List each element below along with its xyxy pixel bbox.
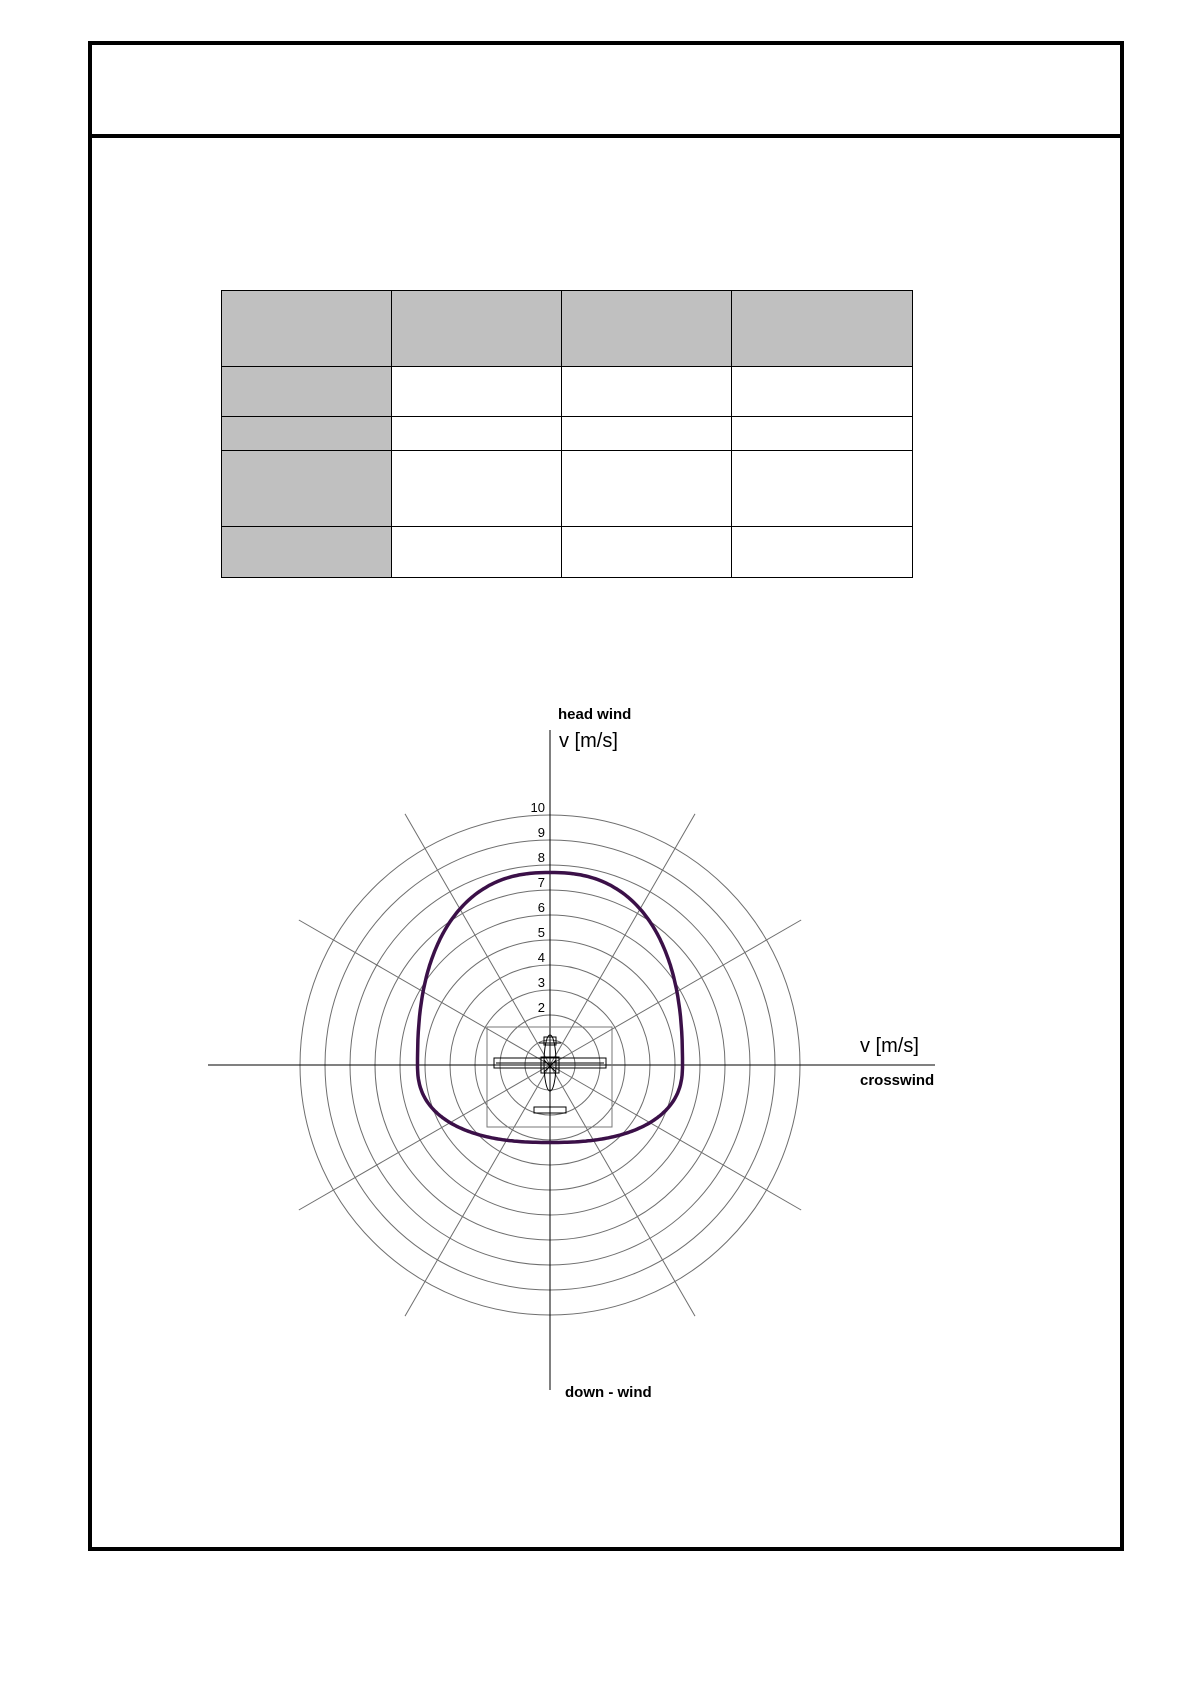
ring-label: 7 [537, 875, 545, 890]
table-row-header [222, 527, 392, 578]
ring-label: 6 [537, 900, 545, 915]
horizontal-axis-label: v [m/s] [860, 1035, 919, 1057]
table-row-header [222, 451, 392, 527]
table-cell [732, 527, 913, 578]
vertical-axis-label: v [m/s] [559, 730, 618, 752]
table-cell [392, 367, 562, 417]
ring-label: 8 [537, 850, 545, 865]
ring-label: 9 [537, 825, 545, 840]
table-header-cell [562, 291, 732, 367]
table-header-row [222, 291, 913, 367]
ring-label: 4 [537, 950, 545, 965]
ring-label: 2 [537, 1000, 545, 1015]
table-cell [562, 367, 732, 417]
ring-labels [531, 800, 545, 1015]
info-table [221, 290, 913, 578]
header-box [92, 45, 1120, 138]
ring-label: 3 [537, 975, 545, 990]
table-header-cell [222, 291, 392, 367]
table-row [222, 451, 913, 527]
table-row [222, 417, 913, 451]
ring-label: 5 [537, 925, 545, 940]
table-cell [562, 417, 732, 451]
table-cell [732, 451, 913, 527]
table-cell [562, 451, 732, 527]
table-cell [392, 417, 562, 451]
table-cell [732, 367, 913, 417]
table-cell [392, 451, 562, 527]
table-cell [732, 417, 913, 451]
head-wind-label: head wind [558, 706, 632, 723]
table-row-header [222, 417, 392, 451]
table-row [222, 527, 913, 578]
table-row-header [222, 367, 392, 417]
crosswind-label: crosswind [860, 1072, 935, 1089]
down-wind-label: down - wind [565, 1384, 652, 1401]
table-header-cell [392, 291, 562, 367]
table-row [222, 367, 913, 417]
table-header-cell [732, 291, 913, 367]
table-cell [562, 527, 732, 578]
wind-limit-diagram [200, 700, 960, 1410]
table-cell [392, 527, 562, 578]
ring-label: 10 [530, 800, 545, 815]
